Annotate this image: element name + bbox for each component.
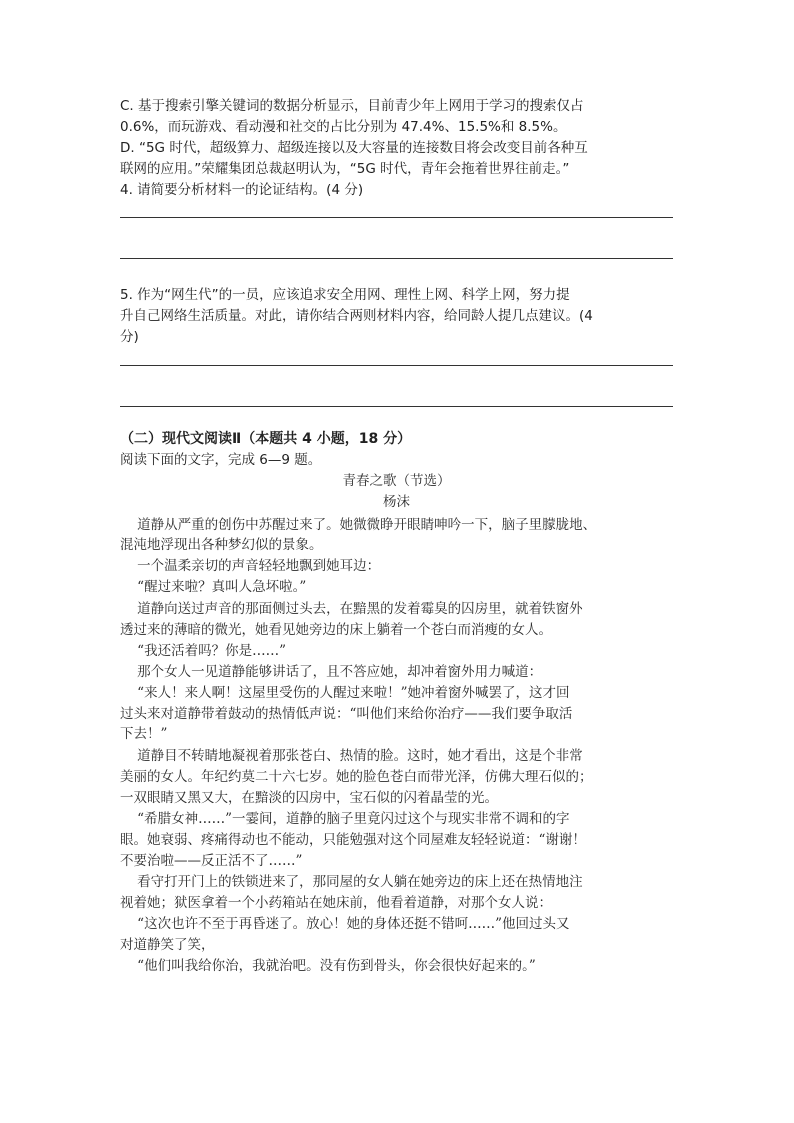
- question-5-line-1: 5. 作为“网生代”的一员，应该追求安全用网、理性上网、科学上网，努力提: [120, 287, 570, 303]
- passage-line: “这次也许不至于再昏迷了。放心！她的身体还挺不错呵……”他回过头又: [120, 916, 570, 932]
- passage-line: 道静从严重的创伤中苏醒过来了。她微微睁开眼睛呻吟一下，脑子里朦胧地、: [120, 517, 597, 533]
- passage-line: “醒过来啦？真叫人急坏啦。”: [120, 579, 307, 595]
- answer-line-q4-1[interactable]: [120, 217, 673, 218]
- passage-line: “我还活着吗？你是……”: [120, 643, 286, 659]
- question-5-line-3: 分): [120, 329, 139, 345]
- passage-line: 下去！”: [120, 726, 168, 742]
- passage-title: 青春之歌（节选）: [342, 473, 451, 489]
- answer-line-q5-1[interactable]: [120, 365, 673, 366]
- section-instruction: 阅读下面的文字，完成 6—9 题。: [120, 452, 322, 468]
- option-d-line-1: D. “5G 时代，超级算力、超级连接以及大容量的连接数目将会改变目前各种互: [120, 140, 588, 156]
- passage-line: 美丽的女人。年纪约莫二十六七岁。她的脸色苍白而带光泽，仿佛大理石似的；: [120, 769, 593, 785]
- passage-line: “他们叫我给你治，我就治吧。没有伤到骨头，你会很快好起来的。”: [120, 958, 536, 974]
- passage-line: 不要治啦——反正活不了……”: [120, 853, 303, 869]
- passage-line: 那个女人一见道静能够讲话了，且不答应她，却冲着窗外用力喊道：: [120, 664, 543, 680]
- question-4: 4. 请简要分析材料一的论证结构。(4 分): [120, 182, 364, 198]
- answer-line-q4-2[interactable]: [120, 258, 673, 259]
- passage-line: 一双眼睛又黑又大，在黯淡的囚房中，宝石似的闪着晶莹的光。: [120, 790, 498, 806]
- passage-line: 一个温柔亲切的声音轻轻地飘到她耳边：: [120, 558, 381, 574]
- option-c-line-1: C. 基于搜索引擎关键词的数据分析显示，目前青少年上网用于学习的搜索仅占: [120, 98, 584, 114]
- passage-line: 看守打开门上的铁锁进来了，那同屋的女人躺在她旁边的床上还在热情地注: [120, 874, 583, 890]
- passage-line: “希腊女神……”一霎间，道静的脑子里竟闪过这个与现实非常不调和的字: [120, 811, 570, 827]
- passage-author: 杨沫: [383, 494, 410, 510]
- passage-line: 透过来的薄暗的微光，她看见她旁边的床上躺着一个苍白而消瘦的女人。: [120, 622, 552, 638]
- section-heading: （二）现代文阅读Ⅱ（本题共 4 小题，18 分）: [120, 431, 412, 447]
- passage-line: 视着她；狱医拿着一个小药箱站在她床前，他看着道静，对那个女人说：: [120, 895, 552, 911]
- passage-line: 对道静笑了笑，: [120, 937, 215, 953]
- passage-line: “来人！来人啊！这屋里受伤的人醒过来啦！”她冲着窗外喊罢了，这才回: [120, 685, 570, 701]
- question-5-line-2: 升自己网络生活质量。对此，请你结合两则材料内容，给同龄人提几点建议。(4: [120, 308, 593, 324]
- passage-line: 道静目不转睛地凝视着那张苍白、热情的脸。这时，她才看出，这是个非常: [120, 748, 583, 764]
- option-d-line-2: 联网的应用。”荣耀集团总裁赵明认为，“5G 时代，青年会拖着世界往前走。”: [120, 161, 570, 177]
- passage-line: 混沌地浮现出各种梦幻似的景象。: [120, 537, 323, 553]
- answer-line-q5-2[interactable]: [120, 406, 673, 407]
- option-c-line-2: 0.6%，而玩游戏、看动漫和社交的占比分别为 47.4%、15.5%和 8.5%。: [120, 119, 567, 135]
- passage-line: 道静向送过声音的那面侧过头去，在黯黑的发着霉臭的囚房里，就着铁窗外: [120, 601, 583, 617]
- passage-line: 眼。她衰弱、疼痛得动也不能动，只能勉强对这个同屋难友轻轻说道：“谢谢！: [120, 832, 586, 848]
- passage-line: 过头来对道静带着鼓动的热情低声说：“叫他们来给你治疗——我们要争取活: [120, 706, 573, 722]
